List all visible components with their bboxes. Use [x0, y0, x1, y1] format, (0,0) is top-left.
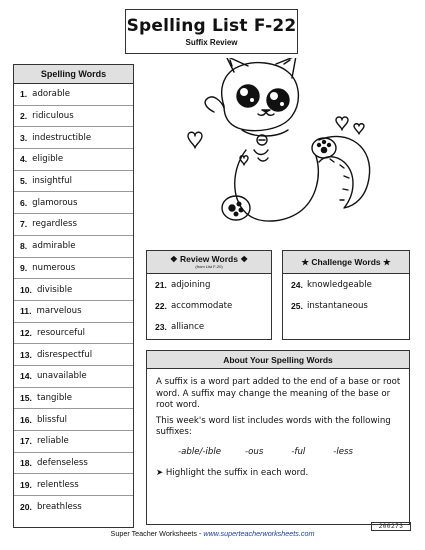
item-word: adorable [32, 89, 71, 100]
item-word: reliable [36, 436, 69, 447]
cat-illustration [184, 58, 384, 234]
item-number: 14. [20, 371, 32, 382]
item-number: 17. [20, 436, 32, 447]
suffix-item: -ous [245, 446, 264, 457]
suffix-item: -able/-ible [178, 446, 222, 457]
item-number: 6. [20, 197, 28, 208]
suffix-item: -ful [291, 446, 306, 457]
list-item [14, 431, 133, 453]
item-number: 4. [20, 154, 28, 165]
suffix-list [178, 447, 401, 459]
item-word: alliance [170, 321, 205, 332]
review-words-title: ❖ Review Words ❖ [170, 254, 248, 264]
item-number: 13. [20, 349, 32, 360]
about-instruction: ➤ Highlight the suffix in each word. [156, 468, 309, 478]
about-heading: About Your Spelling Words [147, 351, 409, 369]
item-number: 3. [20, 132, 28, 143]
item-number: 8. [20, 241, 28, 252]
list-item [14, 474, 133, 496]
item-word: relentless [36, 479, 79, 490]
challenge-words-heading: ★ Challenge Words ★ [283, 251, 409, 274]
list-item [14, 496, 133, 518]
footer-link[interactable]: www.superteacherworksheets.com [203, 529, 315, 538]
list-item [14, 258, 133, 280]
item-word: adjoining [170, 279, 211, 290]
item-word: defenseless [36, 458, 88, 469]
review-words-box [146, 250, 272, 340]
about-box [146, 350, 410, 525]
spelling-words-box [13, 64, 134, 528]
item-number: 10. [20, 284, 32, 295]
item-number: 24. [291, 279, 303, 290]
page-subtitle: Suffix Review [185, 38, 238, 47]
item-number: 22. [155, 300, 167, 311]
list-item [14, 409, 133, 431]
list-item [14, 301, 133, 323]
item-word: insightful [32, 176, 73, 187]
about-paragraph-1: A suffix is a word part added to the end of a base or root word. A suffix may change the meaning of the base or root word. [156, 377, 401, 410]
item-word: indestructible [32, 132, 92, 143]
list-item [14, 192, 133, 214]
list-item [14, 344, 133, 366]
worksheet-code: 200273 [371, 522, 411, 531]
list-item [14, 453, 133, 475]
item-number: 7. [20, 219, 28, 230]
list-item [14, 236, 133, 258]
challenge-words-box [282, 250, 410, 340]
item-word: resourceful [36, 327, 85, 338]
item-word: accommodate [170, 300, 233, 311]
review-words-note: (from List F-20) [195, 264, 223, 269]
item-number: 2. [20, 111, 28, 122]
item-word: divisible [36, 284, 73, 295]
footer-text: Super Teacher Worksheets - [110, 529, 204, 538]
list-item [14, 127, 133, 149]
item-number: 15. [20, 392, 32, 403]
item-word: regardless [32, 219, 77, 230]
item-number: 9. [20, 262, 28, 273]
suffix-item: -less [333, 446, 354, 457]
review-words-heading [147, 251, 271, 274]
list-item [14, 106, 133, 128]
item-number: 19. [20, 479, 32, 490]
list-item [14, 323, 133, 345]
list-item [14, 388, 133, 410]
item-word: marvelous [36, 306, 82, 317]
item-number: 5. [20, 176, 28, 187]
item-number: 20. [20, 501, 32, 512]
item-number: 16. [20, 414, 32, 425]
list-item [14, 279, 133, 301]
item-word: blissful [36, 414, 67, 425]
spelling-words-heading: Spelling Words [14, 65, 133, 84]
item-word: knowledgeable [306, 279, 372, 290]
item-word: breathless [36, 501, 82, 512]
item-word: instantaneous [306, 300, 368, 311]
list-item [283, 295, 409, 316]
list-item [283, 274, 409, 295]
page-title: Spelling List F-22 [126, 16, 297, 36]
list-item [147, 316, 271, 337]
list-item [14, 149, 133, 171]
item-number: 12. [20, 327, 32, 338]
title-box [125, 9, 298, 54]
item-word: tangible [36, 392, 73, 403]
footer [0, 529, 425, 538]
item-number: 1. [20, 89, 28, 100]
item-word: admirable [32, 241, 76, 252]
about-paragraph-2: This week's word list includes words with the following suffixes: [156, 415, 391, 437]
list-item [14, 171, 133, 193]
item-word: unavailable [36, 371, 87, 382]
item-number: 11. [20, 306, 32, 317]
item-word: numerous [32, 262, 76, 273]
list-item [147, 295, 271, 316]
list-item [14, 84, 133, 106]
item-number: 23. [155, 321, 167, 332]
item-word: ridiculous [32, 111, 74, 122]
item-number: 21. [155, 279, 167, 290]
item-word: glamorous [32, 197, 78, 208]
item-number: 25. [291, 300, 303, 311]
item-number: 18. [20, 458, 32, 469]
list-item [14, 214, 133, 236]
item-word: disrespectful [36, 349, 93, 360]
list-item [14, 366, 133, 388]
list-item [147, 274, 271, 295]
item-word: eligible [32, 154, 64, 165]
